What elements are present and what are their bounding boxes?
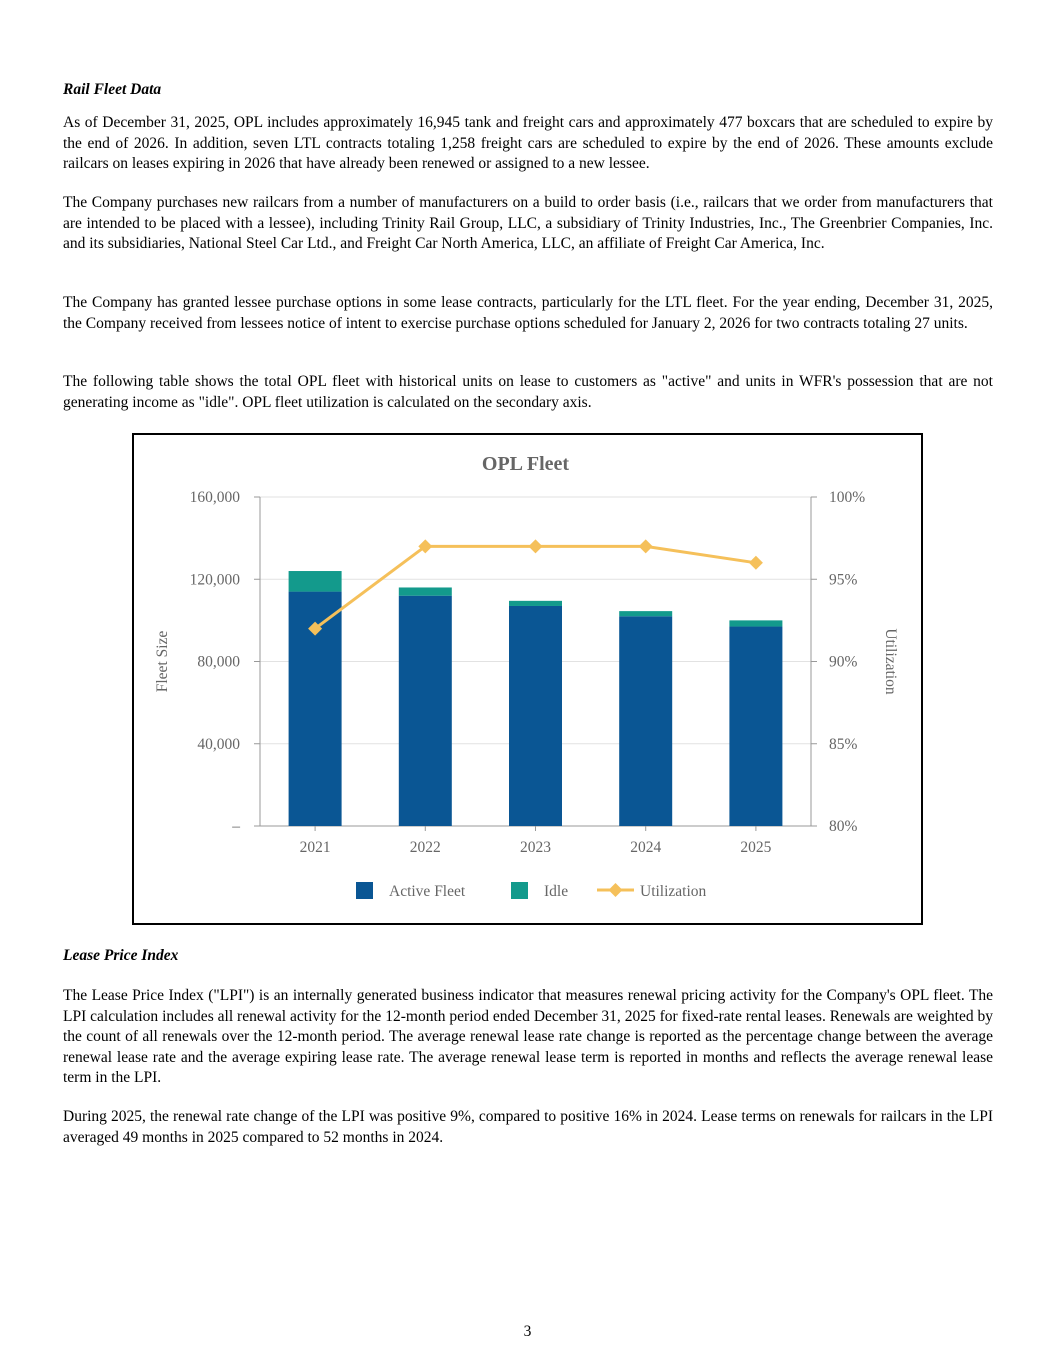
utilization-point-2025	[749, 556, 763, 570]
bar-active-fleet-2023	[509, 606, 562, 826]
bar-idle-2021	[289, 571, 342, 592]
rail-fleet-paragraph-2: The Company purchases new railcars from a number of manufacturers on a build to order basis (i.e., railcars that we order from manufacturers that are intended to be placed with a lessee), including Trinity Rail Group, LLC, a subsidiary of Trinity Industries, Inc., The Greenbrier Companies, Inc. and its subsidiaries, National Steel Car Ltd., and Freight Car North America, LLC, an affiliate of Freight Car America, Inc.	[63, 194, 993, 252]
y-axis-label: Fleet Size	[154, 630, 171, 693]
rail-fleet-paragraph-1: As of December 31, 2025, OPL includes approximately 16,945 tank and freight cars and approximately 477 boxcars that are scheduled to expire by the end of 2026. In addition, seven LTL contracts totaling 1,258 freight cars are scheduled to expire by the end of 2026. These amounts exclude railcars on leases expiring in 2026 that have already been renewed or assigned to a new lessee.	[63, 114, 993, 172]
y2-tick-label: 80%	[829, 818, 858, 835]
legend-swatch-active-fleet	[356, 882, 373, 899]
bar-idle-2023	[509, 601, 562, 606]
utilization-point-2024	[639, 539, 653, 553]
lpi-paragraph-2: During 2025, the renewal rate change of the LPI was positive 9%, compared to positive 16% in 2024. Lease terms on renewals for railcars in the LPI averaged 49 months in 2025 compared to 52 months in 2024.	[63, 1108, 993, 1146]
bar-active-fleet-2022	[399, 596, 452, 826]
bar-active-fleet-2024	[619, 616, 672, 826]
page-number: 3	[523, 1323, 532, 1340]
legend-label-active-fleet: Active Fleet	[389, 883, 466, 900]
x-tick-label: 2025	[740, 839, 772, 856]
y2-tick-label: 95%	[829, 571, 858, 589]
y-tick-label: 80,000	[197, 653, 240, 671]
utilization-point-2023	[529, 539, 543, 553]
y-tick-label: 40,000	[197, 735, 240, 753]
lpi-paragraph-1: The Lease Price Index ("LPI") is an internally generated business indicator that measures renewal pricing activity for the Company's OPL fleet. The LPI calculation includes all renewal activity for the 12-month period ended December 31, 2025 for fixed-rate rental leases. Renewals are weighted by the count of all renewals over the 12-month period. The average renewal lease rate change is reported as the percentage change between the average renewal lease rate and the average expiring lease rate. The average renewal lease term is reported in months and reflects the average renewal lease term in the LPI.	[63, 987, 993, 1086]
rail-fleet-heading: Rail Fleet Data	[63, 81, 162, 98]
legend-swatch-utilization-marker	[609, 883, 623, 897]
y-tick-label: –	[232, 818, 240, 835]
legend-label-utilization: Utilization	[640, 883, 707, 900]
y2-axis-label: Utilization	[882, 628, 899, 695]
y2-tick-label: 85%	[829, 735, 858, 753]
y-tick-label: 120,000	[189, 571, 240, 589]
x-tick-label: 2024	[630, 839, 662, 856]
x-tick-label: 2021	[299, 839, 331, 856]
legend-swatch-idle	[511, 882, 528, 899]
y-tick-label: 160,000	[189, 489, 240, 506]
bar-idle-2022	[399, 587, 452, 595]
opl-fleet-chart	[132, 433, 923, 925]
lpi-heading: Lease Price Index	[63, 947, 179, 964]
x-tick-label: 2022	[409, 839, 441, 856]
bar-idle-2025	[729, 620, 782, 626]
chart-canvas	[134, 435, 921, 923]
rail-fleet-paragraph-3: The Company has granted lessee purchase options in some lease contracts, particularly for the LTL fleet. For the year ending, December 31, 2025, the Company received from lessees notice of intent to exercise purchase options scheduled for January 2, 2026 for two contracts totaling 27 units.	[63, 294, 993, 332]
y2-tick-label: 100%	[829, 489, 866, 506]
bar-active-fleet-2025	[729, 627, 782, 826]
rail-fleet-paragraph-4: The following table shows the total OPL fleet with historical units on lease to customers as "active" and units in WFR's possession that are not generating income as "idle". OPL fleet utilization is calculated on the secondary axis.	[63, 373, 993, 411]
y2-tick-label: 90%	[829, 653, 858, 671]
chart-title: OPL Fleet	[481, 453, 570, 475]
legend-label-idle: Idle	[544, 883, 569, 900]
x-tick-label: 2023	[520, 839, 551, 856]
bar-idle-2024	[619, 611, 672, 616]
